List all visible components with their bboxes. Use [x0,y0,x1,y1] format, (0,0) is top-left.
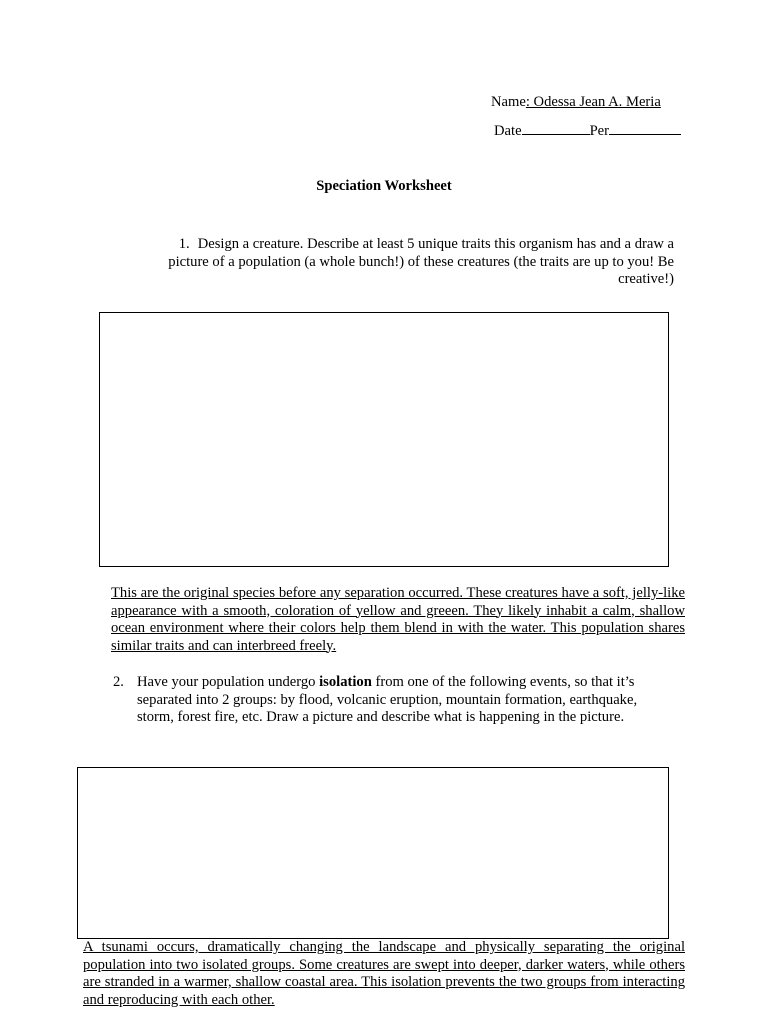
question-2-keyword: isolation [319,674,372,690]
drawing-box-2 [77,767,669,939]
name-value: : Odessa Jean A. Meria [525,94,661,110]
question-2-number: 2. [113,674,124,690]
date-blank [522,120,590,135]
question-1 [150,236,674,289]
worksheet-title: Speciation Worksheet [316,178,452,194]
name-line [491,94,661,112]
date-label: Date [494,123,522,139]
per-blank [609,120,681,135]
question-2-text-after: from one of the following events, so that it’s separated into 2 groups: by flood, volcanic eruption, mountain formation, earthquake, storm, forest fire, etc. Draw a picture and describe what is happening in the picture. [137,674,638,725]
answer-2: A tsunami occurs, dramatically changing the landscape and physically separating the original population into two isolated groups. Some creatures are swept into deeper, darker waters, while others are stranded in a warmer, shallow coastal area. This isolation prevents the two groups from interacting and reproducing with each other. [83,939,685,1008]
date-per-line [494,120,681,141]
question-2 [137,674,647,727]
per-label: Per [589,123,610,139]
question-2-text-before: Have your population undergo [137,674,320,690]
question-1-number: 1. [178,236,190,252]
drawing-box-1 [99,312,669,567]
question-1-text: Design a creature. Describe at least 5 unique traits this organism has and a draw a picture of a population (a whole bunch!) of these creatures (the traits are up to you! Be creative!) [168,236,674,287]
name-label: Name [491,94,526,110]
answer-1: This are the original species before any separation occurred. These creatures have a soft, jelly-like appearance with a smooth, coloration of yellow and greeen. They likely inhabit a calm, shallow ocean environment where their colors help them blend in with the water. This population shares similar traits and can interbreed freely. [111,585,685,654]
